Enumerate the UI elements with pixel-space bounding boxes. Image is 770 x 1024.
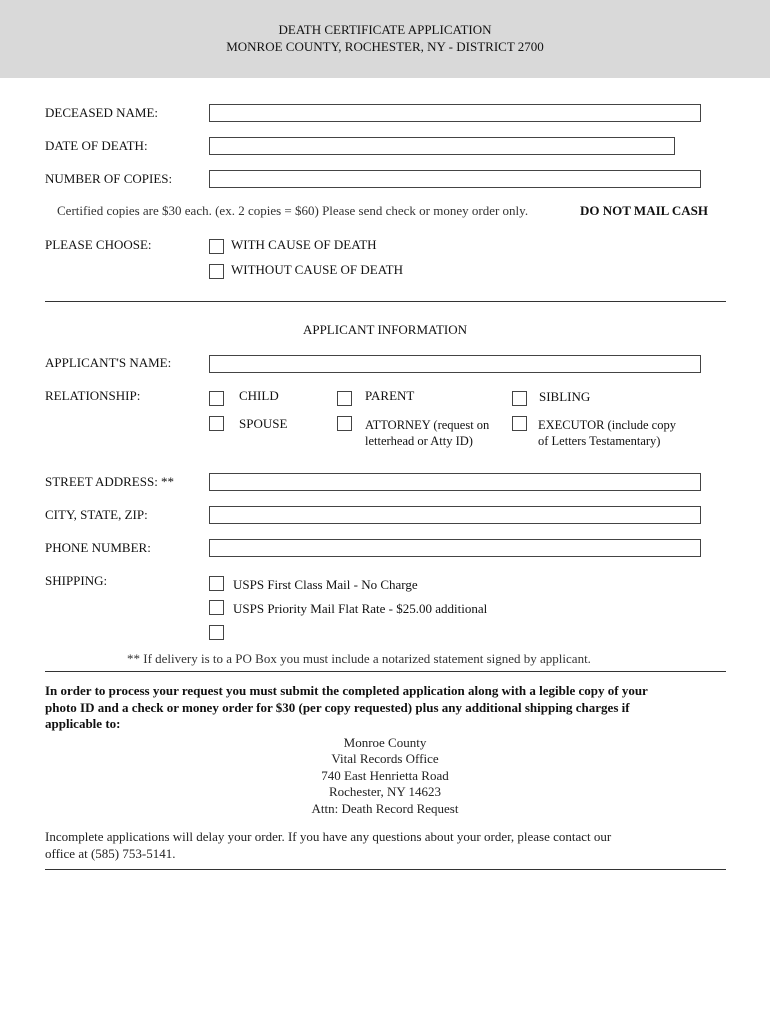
executor-label-line2: of Letters Testamentary) — [538, 434, 661, 448]
form-title: DEATH CERTIFICATE APPLICATION — [278, 22, 492, 37]
phone-number-field[interactable] — [209, 539, 701, 557]
number-of-copies-label: NUMBER OF COPIES: — [45, 171, 173, 186]
address-line3: 740 East Henrietta Road — [321, 768, 449, 783]
without-cause-label: WITHOUT CAUSE OF DEATH — [231, 262, 404, 277]
attorney-checkbox[interactable] — [337, 416, 352, 431]
address-line1: Monroe County — [343, 735, 427, 750]
extra-shipping-checkbox[interactable] — [209, 625, 224, 640]
spouse-label: SPOUSE — [239, 416, 288, 431]
sibling-label: SIBLING — [539, 389, 591, 404]
address-line5: Attn: Death Record Request — [311, 801, 459, 816]
footer-divider — [45, 869, 726, 870]
first-class-label: USPS First Class Mail - No Charge — [233, 577, 418, 592]
instructions-divider — [45, 671, 726, 672]
header-band — [0, 0, 770, 78]
instructions-line3: applicable to: — [45, 716, 121, 731]
executor-label-line1: EXECUTOR (include copy — [538, 418, 676, 432]
attorney-label-line2: letterhead or Atty ID) — [365, 434, 473, 448]
shipping-label: SHIPPING: — [45, 573, 108, 588]
instructions-line1: In order to process your request you must submit the completed application along with a legible copy of your — [45, 683, 648, 698]
deceased-name-label: DECEASED NAME: — [45, 105, 159, 120]
spouse-checkbox[interactable] — [209, 416, 224, 431]
city-state-zip-label: CITY, STATE, ZIP: — [45, 507, 148, 522]
applicant-name-label: APPLICANT'S NAME: — [45, 355, 172, 370]
footer-line2: office at (585) 753-5141. — [45, 846, 176, 861]
street-address-label: STREET ADDRESS: ** — [45, 474, 175, 489]
with-cause-label: WITH CAUSE OF DEATH — [231, 237, 377, 252]
street-address-field[interactable] — [209, 473, 701, 491]
child-checkbox[interactable] — [209, 391, 224, 406]
number-of-copies-field[interactable] — [209, 170, 701, 188]
parent-label: PARENT — [365, 388, 415, 403]
priority-mail-label: USPS Priority Mail Flat Rate - $25.00 additional — [233, 601, 488, 616]
date-of-death-label: DATE OF DEATH: — [45, 138, 148, 153]
priority-mail-checkbox[interactable] — [209, 600, 224, 615]
date-of-death-field[interactable] — [209, 137, 675, 155]
instructions-line2: photo ID and a check or money order for $30 (per copy requested) plus any additional shipping charges if — [45, 700, 630, 715]
parent-checkbox[interactable] — [337, 391, 352, 406]
executor-checkbox[interactable] — [512, 416, 527, 431]
attorney-label-line1: ATTORNEY (request on — [365, 418, 490, 432]
po-box-note: ** If delivery is to a PO Box you must include a notarized statement signed by applicant. — [127, 651, 591, 666]
section-divider — [45, 301, 726, 302]
please-choose-label: PLEASE CHOOSE: — [45, 237, 152, 252]
phone-number-label: PHONE NUMBER: — [45, 540, 151, 555]
with-cause-checkbox[interactable] — [209, 239, 224, 254]
deceased-name-field[interactable] — [209, 104, 701, 122]
address-line4: Rochester, NY 14623 — [328, 784, 441, 799]
city-state-zip-field[interactable] — [209, 506, 701, 524]
footer-line1: Incomplete applications will delay your order. If you have any questions about your order, please contact our — [45, 829, 612, 844]
applicant-name-field[interactable] — [209, 355, 701, 373]
price-note: Certified copies are $30 each. (ex. 2 copies = $60) Please send check or money order only. — [57, 203, 529, 218]
sibling-checkbox[interactable] — [512, 391, 527, 406]
form-subtitle: MONROE COUNTY, ROCHESTER, NY - DISTRICT 2700 — [226, 39, 544, 54]
address-line2: Vital Records Office — [331, 751, 439, 766]
child-label: CHILD — [239, 388, 279, 403]
cash-warning: DO NOT MAIL CASH — [580, 203, 708, 218]
relationship-label: RELATIONSHIP: — [45, 388, 141, 403]
first-class-checkbox[interactable] — [209, 576, 224, 591]
applicant-section-title: APPLICANT INFORMATION — [302, 322, 468, 337]
without-cause-checkbox[interactable] — [209, 264, 224, 279]
